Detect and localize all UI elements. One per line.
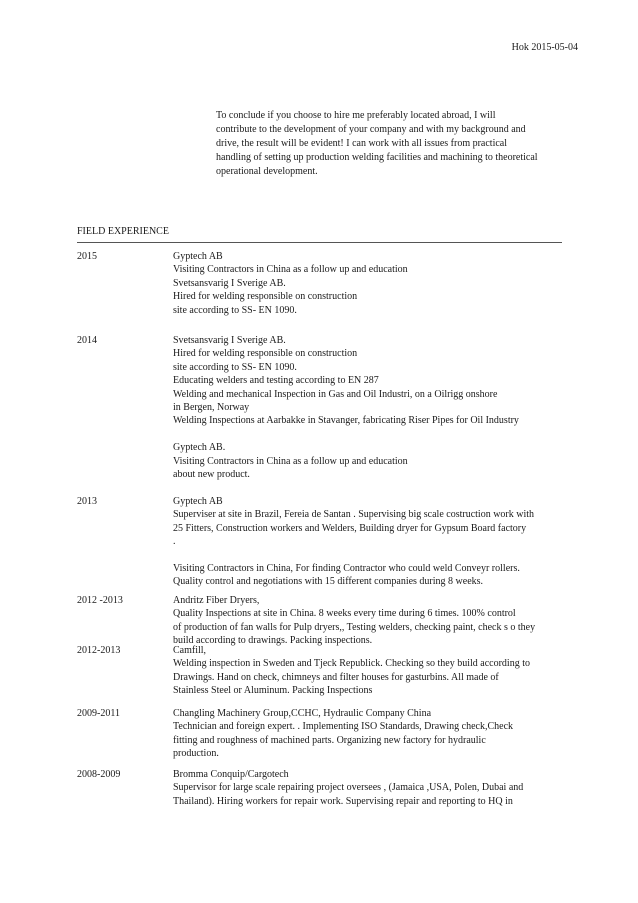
entry-year: 2014 [77, 335, 97, 346]
entry-line: Visiting Contractors in China as a follow up and education [173, 264, 408, 276]
entry-line: Gyptech AB. [173, 442, 226, 454]
entry-description [173, 644, 573, 698]
entry-line: Quality Inspections at site in China. 8 weeks every time during 6 times. 100% control [173, 608, 516, 620]
entry-description [173, 768, 573, 808]
entry-line: Hired for welding responsible on construction [173, 348, 358, 360]
entry-line [173, 549, 573, 562]
entry-line: production. [173, 748, 219, 760]
entry-line: Welding inspection in Sweden and Tjeck Republick. Checking so they build according to [173, 658, 530, 670]
entry-line: Visiting Contractors in China as a follow up and education [173, 455, 408, 467]
entry-line: site according to SS- EN 1090. [173, 361, 297, 373]
intro-line: handling of setting up production welding facilities and machining to theoretical [216, 152, 538, 164]
entry-line: Welding Inspections at Aarbakke in Stavanger, fabricating Riser Pipes for Oil Industry [173, 415, 519, 427]
entry-description [173, 594, 573, 648]
entry-year: 2009-2011 [77, 708, 120, 719]
entry-line: Thailand). Hiring workers for repair work. Supervising repair and reporting to HQ in [173, 795, 513, 807]
entry-year: 2013 [77, 496, 97, 507]
entry-line: Hired for welding responsible on construction [173, 291, 358, 303]
entry-line: build according to drawings. Packing inspections. [173, 635, 373, 647]
entry-line [173, 428, 573, 441]
entry-line: Welding and mechanical Inspection in Gas and Oil Industri, on a Oilrigg onshore [173, 388, 498, 400]
intro-line: To conclude if you choose to hire me preferably located abroad, I will [216, 110, 496, 121]
entry-line: Educating welders and testing according to EN 287 [173, 375, 379, 387]
entry-line: Camfill, [173, 645, 207, 656]
entry-line: Technician and foreign expert. . Implementing ISO Standards, Drawing check,Check [173, 721, 514, 733]
section-title: FIELD EXPERIENCE [77, 226, 169, 237]
entry-line: of production of fan walls for Pulp dryers,, Testing welders, checking paint, check s o they [173, 621, 536, 633]
entry-description [173, 250, 573, 317]
intro-line: drive, the result will be evident! I can work with all issues from practical [216, 138, 508, 150]
entry-line: Svetsansvarig I Sverige AB. [173, 277, 286, 289]
entry-line: . [173, 536, 176, 548]
entry-year: 2012-2013 [77, 645, 121, 656]
entry-line: Svetsansvarig I Sverige AB. [173, 335, 286, 346]
intro-line: contribute to the development of your company and with my background and [216, 124, 526, 136]
entry-line: Supervisor for large scale repairing project oversees , (Jamaica ,USA, Polen, Dubai and [173, 782, 524, 794]
entry-line: Changling Machinery Group,CCHC, Hydraulic Company China [173, 708, 432, 719]
entry-line: about new product. [173, 469, 250, 481]
entry-line: Quality control and negotiations with 15 different companies during 8 weeks. [173, 576, 484, 588]
entry-year: 2012 -2013 [77, 595, 123, 606]
intro-paragraph [216, 109, 576, 179]
entry-line: Drawings. Hand on check, chimneys and filter houses for gasturbins. All made of [173, 671, 499, 683]
entry-line: 25 Fitters, Construction workers and Welders, Building dryer for Gypsum Board factory [173, 522, 527, 534]
entry-line: in Bergen, Norway [173, 402, 250, 414]
entry-line: Stainless Steel or Aluminum. Packing Inspections [173, 685, 373, 697]
entry-line: Gyptech AB [173, 496, 223, 507]
entry-line: Superviser at site in Brazil, Fereia de Santan . Supervising big scale costruction work with [173, 509, 535, 521]
entry-line: Bromma Conquip/Cargotech [173, 769, 289, 780]
entry-description [173, 334, 573, 481]
entry-year: 2015 [77, 251, 97, 262]
entry-description [173, 707, 573, 761]
entry-year: 2008-2009 [77, 769, 121, 780]
section-divider [77, 242, 562, 243]
entry-line: site according to SS- EN 1090. [173, 304, 297, 316]
entry-line: fitting and roughness of machined parts. Organizing new factory for hydraulic [173, 734, 486, 746]
entry-line: Gyptech AB [173, 251, 223, 262]
entry-description [173, 495, 573, 589]
entry-line: Andritz Fiber Dryers, [173, 595, 260, 606]
intro-line: operational development. [216, 166, 318, 178]
entry-line: Visiting Contractors in China, For finding Contractor who could weld Conveyr rollers. [173, 563, 520, 575]
page-header: Hok 2015-05-04 [511, 42, 578, 53]
